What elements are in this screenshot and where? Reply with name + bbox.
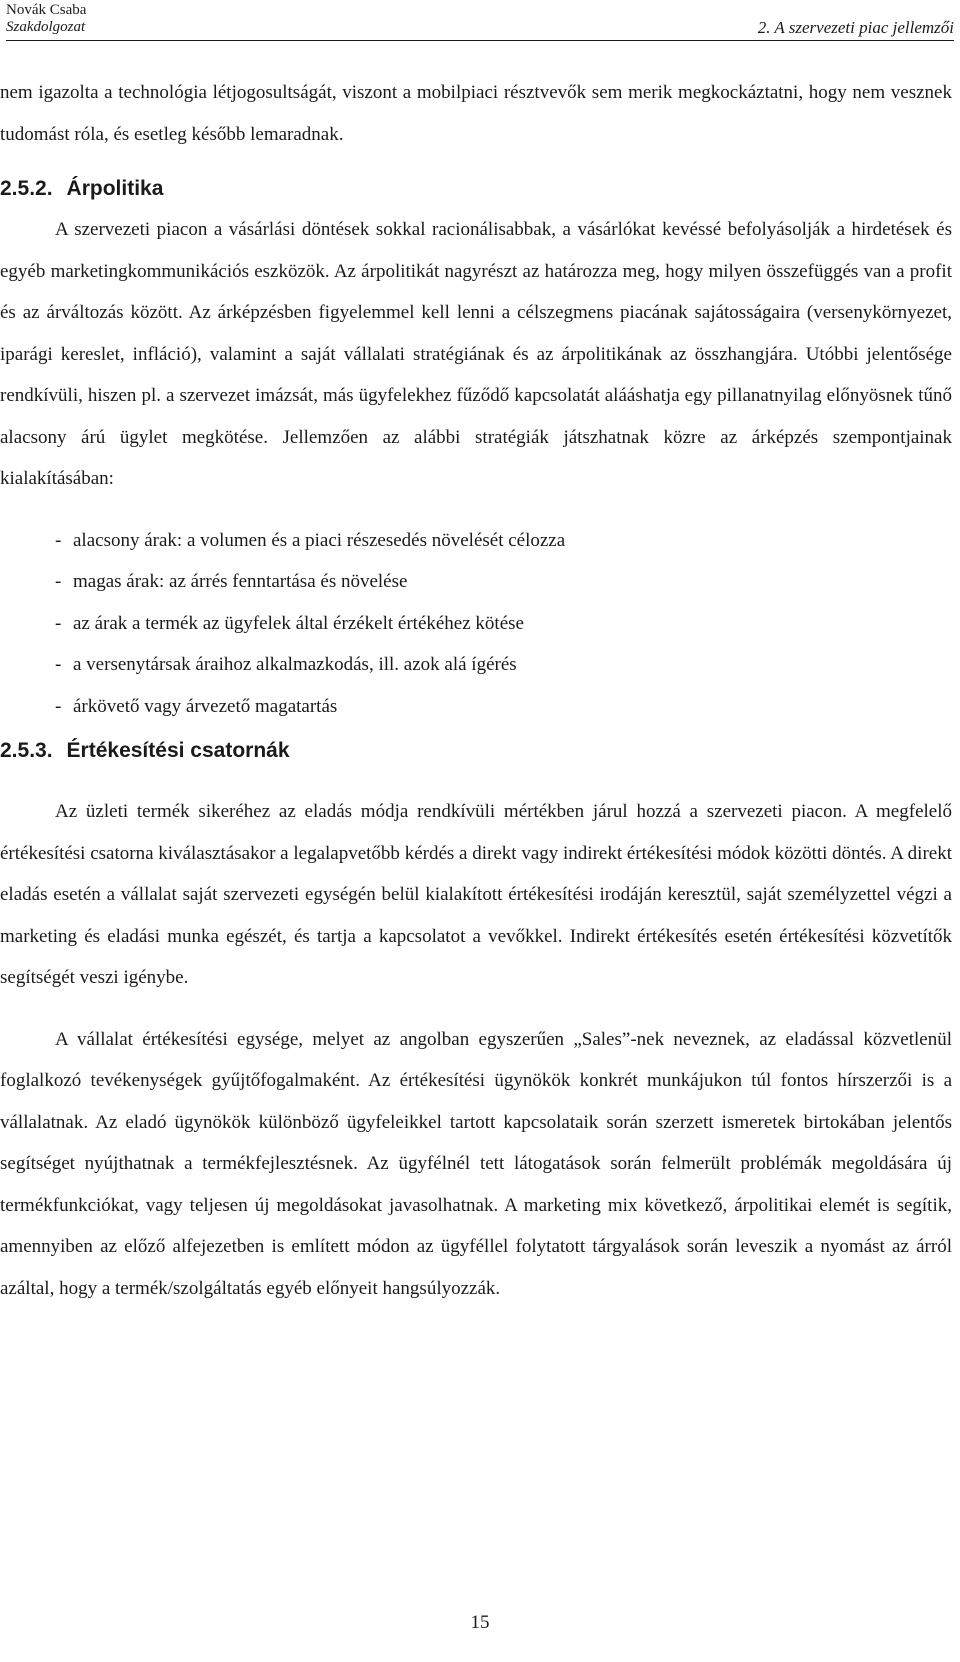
header-doctype: Szakdolgozat (6, 19, 86, 35)
list-marker: - (55, 695, 62, 717)
header-chapter-title: 2. A szervezeti piac jellemzői (757, 18, 954, 37)
page-content (0, 72, 952, 1309)
list-item (0, 644, 952, 686)
section-title-text: Értékesítési csatornák (66, 739, 290, 762)
list-item (0, 603, 952, 645)
header-author: Novák Csaba (6, 2, 87, 18)
section-heading-sales-channels (0, 731, 952, 771)
list-item-text: az árak a termék az ügyfelek által érzékelt értékéhez kötése (73, 612, 524, 634)
header-left (6, 2, 86, 36)
list-item (0, 686, 952, 728)
section-number: 2.5.2. (0, 177, 53, 200)
sales-paragraph-2: A vállalat értékesítési egysége, melyet az angolban egyszerűen „Sales”-nek neveznek, az eladással közvetlenül foglalkozó tevékenységek gyűjtőfogalmaként. Az értékesítési ügynökök konkrét munkájukon túl fontos hírszerzői is a vállalatnak. Az eladó ügynökök különböző ügyfeleikkel tartott kapcsolataik során szerzett ismeretek birtokában jelentős segítséget nyújthatnak a termékfejlesztésnek. Az ügyfélnél tett látogatások során felmerült problémák megoldására új termékfunkciókat, vagy teljesen új megoldásokat javasolhatnak. A marketing mix következő, árpolitikai elemét is segítik, amennyiben az előző alfejezetben is említett módon az ügyféllel folytatott tárgyalások során leveszik a nyomást az árról azáltal, hogy a termék/szolgáltatás egyéb előnyeit hangsúlyozzák. (0, 1028, 952, 1299)
list-marker: - (55, 529, 62, 551)
intro-paragraph: nem igazolta a technológia létjogosultságát, viszont a mobilpiaci résztvevők sem merik megkockáztatni, hogy nem vesznek tudomást róla, és esetleg később lemaradnak. (0, 82, 952, 145)
pricing-strategy-list (0, 520, 952, 728)
section-title-text: Árpolitika (66, 177, 164, 200)
list-marker: - (55, 571, 62, 592)
pricing-paragraph: A szervezeti piacon a vásárlási döntések sokkal racionálisabbak, a vásárlókat kevéssé befolyásolják a hirdetések és egyéb marketingkommunikációs eszközök. Az árpolitikát nagyrészt az határozza meg, hogy milyen összefüggés van a profit és az árváltozás között. Az árképzésben figyelemmel kell lenni a célszegmens piacának sajátosságaira (versenykörnyezet, iparági kereslet, infláció), valamint a saját vállalati stratégiának és az árpolitikának az összhangjára. Utóbbi jelentősége rendkívüli, hiszen pl. a szervezet imázsát, más ügyfelekhez fűződő kapcsolatát alááshatja egy pillanatnyilag előnyösnek tűnő alacsony árú ügylet megkötése. Jellemzően az alábbi stratégiák játszhatnak közre az árképzés szempontjainak kialakításában: (0, 219, 952, 489)
list-item-text: a versenytársak áraihoz alkalmazkodás, ill. azok alá ígérés (73, 654, 517, 675)
sales-paragraph-1: Az üzleti termék sikeréhez az eladás módja rendkívüli mértékben járul hozzá a szervezeti piacon. A megfelelő értékesítési csatorna kiválasztásakor a legalapvetőbb kérdés a direkt vagy indirekt értékesítési módok közötti döntés. A direkt eladás esetén a vállalat saját szervezeti egységén belül kialakított értékesítési irodáján keresztül, saját személyzettel végzi a marketing és eladási munka egészét, és tartja a kapcsolatot a vevőkkel. Indirekt értékesítés esetén értékesítési közvetítők segítségét veszi igénybe. (0, 801, 952, 988)
section-number: 2.5.3. (0, 739, 53, 762)
list-item-text: alacsony árak: a volumen és a piaci részesedés növelését célozza (73, 529, 566, 551)
list-marker: - (55, 654, 62, 675)
page-header (6, 0, 954, 41)
list-item-text: árkövető vagy árvezető magatartás (73, 695, 338, 717)
list-marker: - (55, 612, 62, 634)
section-heading-pricing (0, 169, 952, 209)
list-item (0, 561, 952, 603)
page-number: 15 (470, 1612, 490, 1633)
list-item-text: magas árak: az árrés fenntartása és növelése (73, 571, 408, 592)
list-item (0, 520, 952, 562)
